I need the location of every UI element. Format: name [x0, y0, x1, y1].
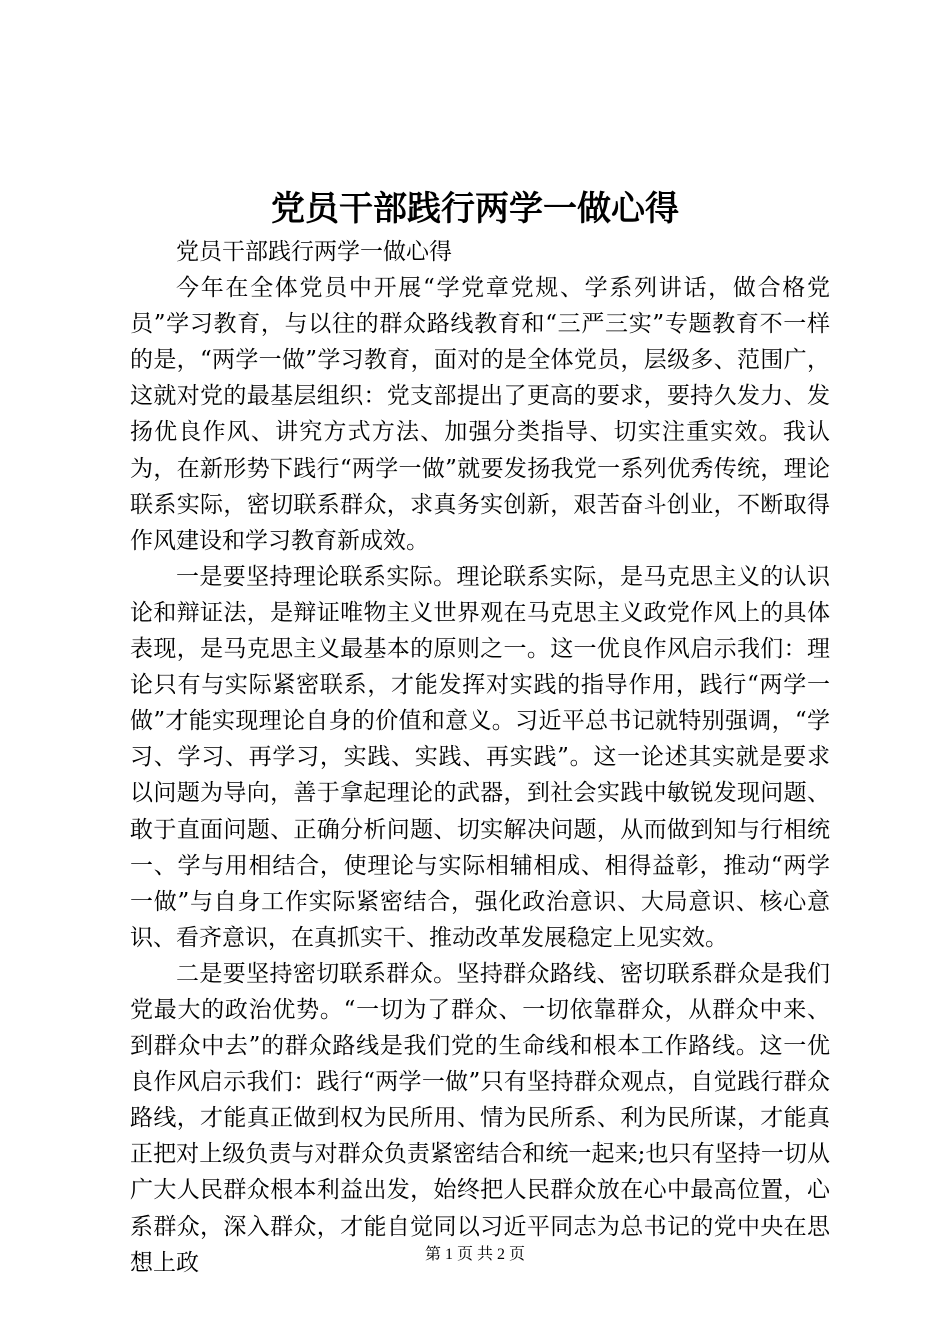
paragraph-point-one: 一是要坚持理论联系实际。理论联系实际，是马克思主义的认识论和辩证法，是辩证唯物主义世界观在马克思主义政党作风上的具体表现，是马克思主义最基本的原则之一。这一优良作风启示我们：理论只有与实际紧密联系，才能发挥对实践的指导作用，践行“两学一做”才能实现理论自身的价值和意义。习近平总书记就特别强调，“学习、学习、再学习，实践、实践、再实践”。这一论述其实就是要求以问题为导向，善于拿起理论的武器，到社会实践中敏锐发现问题、敢于直面问题、正确分析问题、切实解决问题，从而做到知与行相统一、学与用相结合，使理论与实际相辅相成、相得益彰，推动“两学一做”与自身工作实际紧密结合，强化政治意识、大局意识、核心意识、看齐意识，在真抓实干、推动改革发展稳定上见实效。	[130, 563, 830, 951]
document-subtitle: 党员干部践行两学一做心得	[176, 239, 452, 265]
page-title: 党员干部践行两学一做心得	[271, 189, 679, 229]
paragraph-intro: 今年在全体党员中开展“学党章党规、学系列讲话，做合格党员”学习教育，与以往的群众路线教育和“三严三实”专题教育不一样的是，“两学一做”学习教育，面对的是全体党员，层级多、范围广，这就对党的最基层组织：党支部提出了更高的要求，要持久发力、发扬优良作风、讲究方式方法、加强分类指导、切实注重实效。我认为，在新形势下践行“两学一做”就要发扬我党一系列优秀传统，理论联系实际，密切联系群众，求真务实创新，艰苦奋斗创业，不断取得作风建设和学习教育新成效。	[130, 275, 830, 554]
paragraph-point-two: 二是要坚持密切联系群众。坚持群众路线、密切联系群众是我们党最大的政治优势。“一切为了群众、一切依靠群众，从群众中来、到群众中去”的群众路线是我们党的生命线和根本工作路线。这一优良作风启示我们：践行“两学一做”只有坚持群众观点，自觉践行群众路线，才能真正做到权为民所用、情为民所系、利为民所谋，才能真正把对上级负责与对群众负责紧密结合和统一起来;也只有坚持一切从广大人民群众根本利益出发，始终把人民群众放在心中最高位置，心系群众，深入群众，才能自觉同以习近平同志为总书记的党中央在思想上政	[130, 960, 830, 1276]
page-footer: 第 1 页 共 2 页	[424, 1246, 525, 1263]
document-body	[130, 234, 830, 1281]
